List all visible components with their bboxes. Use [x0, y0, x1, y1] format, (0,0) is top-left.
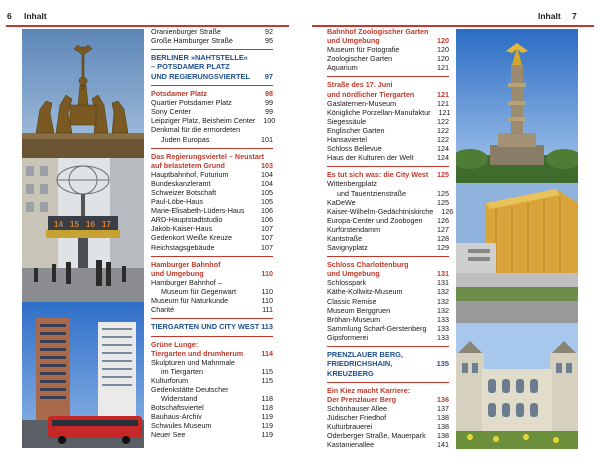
toc-entry-page: 133 — [437, 314, 449, 324]
section-divider — [327, 382, 449, 383]
toc-entry — [327, 278, 449, 287]
toc-entry-title: Schönhauser Allee — [327, 404, 387, 414]
toc-entry-page: 106 — [261, 206, 273, 216]
toc-entry-title: Gaslaternen-Museum — [327, 98, 397, 108]
section-heading — [327, 260, 449, 278]
heading-line: TIERGARTEN UND CITY WEST — [151, 322, 260, 332]
toc-entry-page: 101 — [261, 134, 273, 144]
toc-entry — [151, 421, 273, 430]
heading-line: PRENZLAUER BERG, — [327, 350, 403, 359]
toc-entry — [151, 27, 273, 36]
toc-entry-title: Widerstand — [161, 394, 198, 404]
clock-digit-2: 15 — [70, 220, 79, 229]
heading-line: Das Regierungsviertel – Neustart — [151, 151, 265, 161]
toc-entry-page: 99 — [265, 107, 273, 117]
toc-entry-title: Museum für Naturkunde — [151, 296, 229, 306]
toc-entry-page: 137 — [437, 404, 449, 414]
toc-entry-page: 132 — [437, 287, 449, 297]
toc-entry-page: 107 — [261, 242, 273, 252]
heading-line: Ein Kiez macht Karriere: — [327, 385, 411, 395]
heading-line: Es tut sich was: die City West — [327, 170, 429, 180]
toc-entry-title: Hauptbahnhof, Futurium — [151, 169, 229, 179]
toc-entry-page: 105 — [261, 197, 273, 207]
toc-entry — [327, 135, 449, 144]
chapter-heading — [327, 350, 449, 378]
left-toc-column — [151, 27, 276, 440]
toc-entry-page: 132 — [437, 296, 449, 306]
toc-entry — [151, 107, 273, 116]
toc-entry-page: 131 — [437, 278, 449, 288]
heading-line: und nördlicher Tiergarten — [327, 89, 415, 99]
heading-line: Bahnhof Zoologischer Garten — [327, 27, 429, 36]
toc-entry-title: Charité — [151, 305, 175, 315]
right-toc-column — [327, 27, 454, 450]
toc-entry-page: 132 — [437, 305, 449, 315]
toc-entry — [327, 198, 449, 207]
toc-entry-title: Europa-Center und Zoobogen — [327, 215, 423, 225]
toc-entry-title: Königliche Porzellan-Manufaktur — [327, 107, 431, 117]
toc-entry-page — [253, 385, 273, 394]
section-divider — [327, 76, 449, 77]
section-heading — [151, 340, 273, 358]
toc-entry-title: Neuer See — [151, 430, 186, 440]
toc-entry-page: 121 — [437, 63, 449, 73]
heading-line: – POTSDAMER PLATZ — [151, 62, 230, 72]
toc-entry — [151, 125, 273, 134]
heading-page-number: 135 — [436, 359, 449, 369]
toc-entry — [327, 413, 449, 422]
heading-page-number: 136 — [437, 394, 449, 404]
toc-entry-page: 121 — [438, 107, 451, 117]
toc-entry-page: 110 — [261, 296, 273, 306]
toc-entry-title: Kurfürstendamm — [327, 224, 381, 234]
toc-entry-page: 119 — [261, 430, 273, 440]
heading-line: und Umgebung — [151, 268, 204, 278]
toc-entry-title: Museum für Fotografie — [327, 45, 400, 55]
toc-entry — [151, 305, 273, 314]
toc-entry-title: Schwules Museum — [151, 421, 212, 431]
toc-entry-title: Gedenkstätte Deutscher — [151, 385, 229, 394]
toc-entry-page: 118 — [261, 394, 273, 404]
toc-entry — [327, 144, 449, 153]
toc-entry — [327, 297, 449, 306]
toc-entry-title: Hamburger Bahnhof – — [151, 277, 222, 287]
toc-entry-page: 128 — [437, 233, 449, 243]
toc-entry-title: Denkmal für die ermordeten — [151, 125, 241, 135]
toc-entry — [327, 179, 449, 188]
toc-entry-page: 120 — [437, 45, 449, 55]
toc-entry — [327, 333, 449, 342]
toc-entry-title: Jakob-Kaiser-Haus — [151, 224, 213, 234]
toc-entry-title: Sammlung Scharf-Gerstenberg — [327, 323, 427, 333]
toc-entry-page: 111 — [262, 305, 273, 315]
toc-entry — [151, 170, 273, 179]
toc-entry-page: 133 — [437, 323, 449, 333]
photo-quadriga — [22, 29, 144, 158]
toc-entry — [151, 224, 273, 233]
toc-entry-page — [253, 125, 273, 134]
section-divider — [327, 166, 449, 167]
toc-entry — [327, 63, 449, 72]
toc-entry-title: Aquarium — [327, 63, 358, 73]
photo-schloss-charlottenburg — [456, 323, 578, 449]
heading-line: Hamburger Bahnhof — [151, 259, 221, 269]
toc-entry-page: 107 — [261, 233, 273, 243]
toc-entry-title: Marie-Elisabeth-Lüders-Haus — [151, 206, 245, 216]
toc-entry-page: 127 — [437, 224, 449, 234]
toc-entry-title: Skulpturen und Mahnmale — [151, 357, 235, 367]
toc-entry-title: Bundeskanzleramt — [151, 178, 211, 188]
toc-entry-page: 129 — [437, 243, 449, 253]
toc-entry-title: Oranienburger Straße — [151, 27, 221, 36]
toc-entry-page: 124 — [437, 144, 449, 154]
section-divider — [151, 148, 273, 149]
section-heading — [151, 260, 273, 278]
toc-entry-title: Classic Remise — [327, 296, 377, 306]
chapter-heading — [151, 322, 273, 331]
photo-weltzeituhr — [22, 158, 144, 302]
toc-entry-page: 119 — [261, 412, 273, 422]
toc-entry-title: Sony Center — [151, 107, 191, 117]
toc-entry — [151, 197, 273, 206]
toc-entry-title: Bauhaus-Archiv — [151, 412, 202, 422]
toc-entry — [327, 422, 449, 431]
left-running-head: Inhalt — [24, 11, 47, 21]
heading-page-number: 114 — [261, 348, 273, 358]
toc-entry-page: 124 — [437, 153, 449, 163]
toc-entry-page: 141 — [437, 440, 449, 450]
toc-entry-title: Kaiser-Wilhelm-Gedächtniskirche — [327, 206, 434, 216]
heading-page-number: 131 — [437, 269, 449, 279]
toc-entry-title: Museum für Gegenwart — [161, 286, 237, 296]
section-divider — [151, 318, 273, 319]
toc-entry — [327, 153, 449, 162]
section-heading — [151, 152, 273, 170]
toc-entry — [327, 315, 449, 324]
heading-line: Der Prenzlauer Berg — [327, 394, 397, 404]
toc-entry — [151, 135, 273, 144]
heading-line: auf belastetem Grund — [151, 160, 225, 170]
toc-entry — [151, 116, 276, 126]
section-divider — [151, 49, 273, 50]
heading-line: Schloss Charlottenburg — [327, 260, 409, 270]
toc-entry-page: 125 — [437, 188, 449, 198]
photo-potsdamer-platz-towers — [22, 302, 144, 448]
toc-entry-title: Schweizer Botschaft — [151, 188, 217, 198]
toc-entry-page: 104 — [261, 178, 273, 188]
toc-entry-page: 122 — [437, 125, 449, 135]
toc-entry-title: ARD-Hauptstadtstudio — [151, 215, 223, 225]
toc-entry-title: Bröhan-Museum — [327, 314, 381, 324]
toc-entry-page: 104 — [261, 169, 273, 179]
toc-entry-title: Schlosspark — [327, 278, 367, 288]
toc-entry — [151, 358, 273, 367]
toc-entry-title: Englischer Garten — [327, 125, 385, 135]
toc-entry-title: Haus der Kulturen der Welt — [327, 153, 414, 163]
heading-line: Potsdamer Platz — [151, 89, 207, 99]
heading-page-number: 97 — [264, 71, 273, 81]
toc-entry-title: Siegessäule — [327, 116, 367, 126]
toc-entry — [327, 324, 449, 333]
heading-line: und Umgebung — [327, 36, 380, 46]
toc-entry-title: und Tauentzienstraße — [337, 188, 406, 198]
heading-line: Grüne Lunge: — [151, 339, 199, 349]
toc-entry-title: Reichstagsgebäude — [151, 242, 215, 252]
toc-entry-page: 121 — [437, 98, 449, 108]
toc-entry — [327, 243, 449, 252]
toc-entry-title: Wittenbergplatz — [327, 179, 377, 189]
toc-entry — [151, 278, 273, 287]
toc-entry-page: 107 — [261, 224, 273, 234]
toc-entry — [327, 117, 449, 126]
chapter-heading — [151, 53, 273, 81]
toc-entry-page: 100 — [263, 116, 276, 126]
toc-entry-title: Quartier Potsdamer Platz — [151, 98, 232, 108]
right-running-head: Inhalt — [538, 11, 561, 21]
toc-entry-page: 138 — [437, 422, 449, 432]
toc-entry — [151, 206, 273, 215]
heading-line: UND REGIERUNGSVIERTEL — [151, 71, 250, 81]
toc-entry-title: Kulturforum — [151, 375, 189, 385]
toc-entry — [327, 225, 449, 234]
toc-entry-page: 125 — [437, 197, 449, 207]
heading-page-number: 125 — [437, 170, 449, 180]
toc-entry-page: 119 — [261, 421, 273, 431]
toc-entry-title: Gedenkort Weiße Kreuze — [151, 233, 232, 243]
toc-entry-page: 115 — [261, 375, 273, 385]
section-heading — [327, 170, 449, 179]
toc-entry-page: 115 — [261, 366, 273, 376]
toc-entry-title: Kastanienallee — [327, 440, 375, 450]
clock-digit-4: 17 — [102, 220, 111, 229]
clock-digit-1: 14 — [54, 220, 63, 229]
left-page-number: 6 — [7, 11, 12, 21]
toc-entry-title: Museum Berggruen — [327, 305, 391, 315]
toc-entry — [327, 440, 449, 449]
toc-entry-page: 95 — [265, 36, 273, 46]
toc-entry-page: 105 — [261, 188, 273, 198]
heading-page-number: 113 — [261, 322, 273, 332]
section-divider — [151, 85, 273, 86]
section-heading — [327, 27, 449, 45]
toc-entry — [327, 99, 449, 108]
heading-line: BERLINER »NAHTSTELLE« — [151, 53, 248, 63]
toc-entry — [151, 394, 273, 403]
toc-entry-page: 122 — [437, 135, 449, 145]
toc-entry — [151, 376, 273, 385]
heading-line: und Umgebung — [327, 269, 380, 279]
toc-entry — [327, 206, 454, 216]
section-heading — [327, 386, 449, 404]
section-divider — [151, 256, 273, 257]
toc-entry — [151, 179, 273, 188]
toc-entry-page: 126 — [441, 206, 454, 216]
toc-entry-title: KaDeWe — [327, 197, 356, 207]
section-divider — [327, 256, 449, 257]
toc-entry-page: 133 — [437, 332, 449, 342]
toc-entry-title: Savignyplatz — [327, 243, 368, 253]
heading-line: FRIEDRICHSHAIN, KREUZBERG — [327, 359, 393, 378]
toc-entry — [327, 189, 449, 198]
heading-page-number: 98 — [265, 89, 273, 99]
toc-entry-page: 106 — [261, 215, 273, 225]
toc-entry — [327, 45, 449, 54]
toc-entry — [151, 412, 273, 421]
toc-entry-page — [253, 358, 273, 367]
toc-entry — [327, 234, 449, 243]
toc-entry-title: Leipziger Platz, Beisheim Center — [151, 116, 256, 126]
toc-entry-title: Schloss Bellevue — [327, 144, 382, 154]
toc-entry-title: Botschaftsviertel — [151, 403, 204, 413]
toc-entry — [151, 296, 273, 305]
heading-page-number: 103 — [261, 160, 273, 170]
toc-entry — [151, 430, 273, 439]
section-divider — [151, 336, 273, 337]
toc-entry-title: Käthe-Kollwitz-Museum — [327, 287, 403, 297]
toc-entry-title: Oderberger Straße, Mauerpark — [327, 431, 426, 441]
toc-entry — [151, 215, 273, 224]
toc-entry-page — [253, 278, 273, 287]
toc-entry — [151, 385, 273, 394]
toc-entry-title: Kantstraße — [327, 233, 363, 243]
toc-entry — [151, 98, 273, 107]
toc-entry-title: im Tiergarten — [161, 366, 203, 376]
right-page-number: 7 — [572, 11, 577, 21]
photo-philharmonie — [456, 183, 578, 323]
toc-entry — [151, 287, 273, 296]
toc-entry — [327, 54, 449, 63]
heading-line: Straße des 17. Juni — [327, 80, 393, 90]
toc-entry-title: Paul-Löbe-Haus — [151, 197, 203, 207]
toc-entry-title: Hansaviertel — [327, 135, 367, 145]
heading-page-number: 121 — [437, 89, 449, 99]
toc-entry-page: 110 — [261, 286, 273, 296]
toc-entry-title: Zoologischer Garten — [327, 54, 393, 64]
toc-entry — [327, 306, 449, 315]
toc-entry — [327, 404, 449, 413]
toc-entry-page — [429, 179, 449, 188]
toc-entry — [327, 108, 449, 117]
section-divider — [327, 346, 449, 347]
toc-entry — [327, 287, 449, 296]
heading-line: Tiergarten und drumherum — [151, 348, 244, 358]
toc-entry-page: 120 — [437, 54, 449, 64]
toc-entry-page: 99 — [265, 98, 273, 108]
toc-entry-title: Große Hamburger Straße — [151, 36, 233, 46]
clock-digit-3: 16 — [86, 220, 95, 229]
toc-entry-page: 122 — [437, 116, 449, 126]
toc-entry-title: Kulturbrauerei — [327, 422, 373, 432]
toc-entry — [151, 188, 273, 197]
toc-entry-page: 118 — [261, 403, 273, 413]
heading-page-number: 110 — [261, 268, 273, 278]
toc-entry — [151, 36, 273, 45]
toc-entry — [151, 233, 273, 242]
toc-entry — [151, 243, 273, 252]
toc-entry-page: 126 — [437, 215, 449, 225]
toc-entry — [327, 216, 449, 225]
toc-entry — [327, 126, 449, 135]
photo-siegessaeule — [456, 29, 578, 183]
toc-entry-page: 138 — [437, 413, 449, 423]
toc-entry — [151, 403, 273, 412]
section-heading — [327, 80, 449, 98]
heading-page-number: 120 — [437, 36, 449, 46]
toc-entry-title: Jüdischer Friedhof — [327, 413, 387, 423]
toc-entry-page: 92 — [265, 27, 273, 36]
section-heading — [151, 89, 273, 98]
toc-entry-page: 138 — [437, 431, 449, 441]
toc-entry-title: Gipsformerei — [327, 332, 369, 342]
toc-entry — [151, 367, 273, 376]
toc-entry-title: Juden Europas — [161, 134, 210, 144]
toc-entry — [327, 431, 449, 440]
